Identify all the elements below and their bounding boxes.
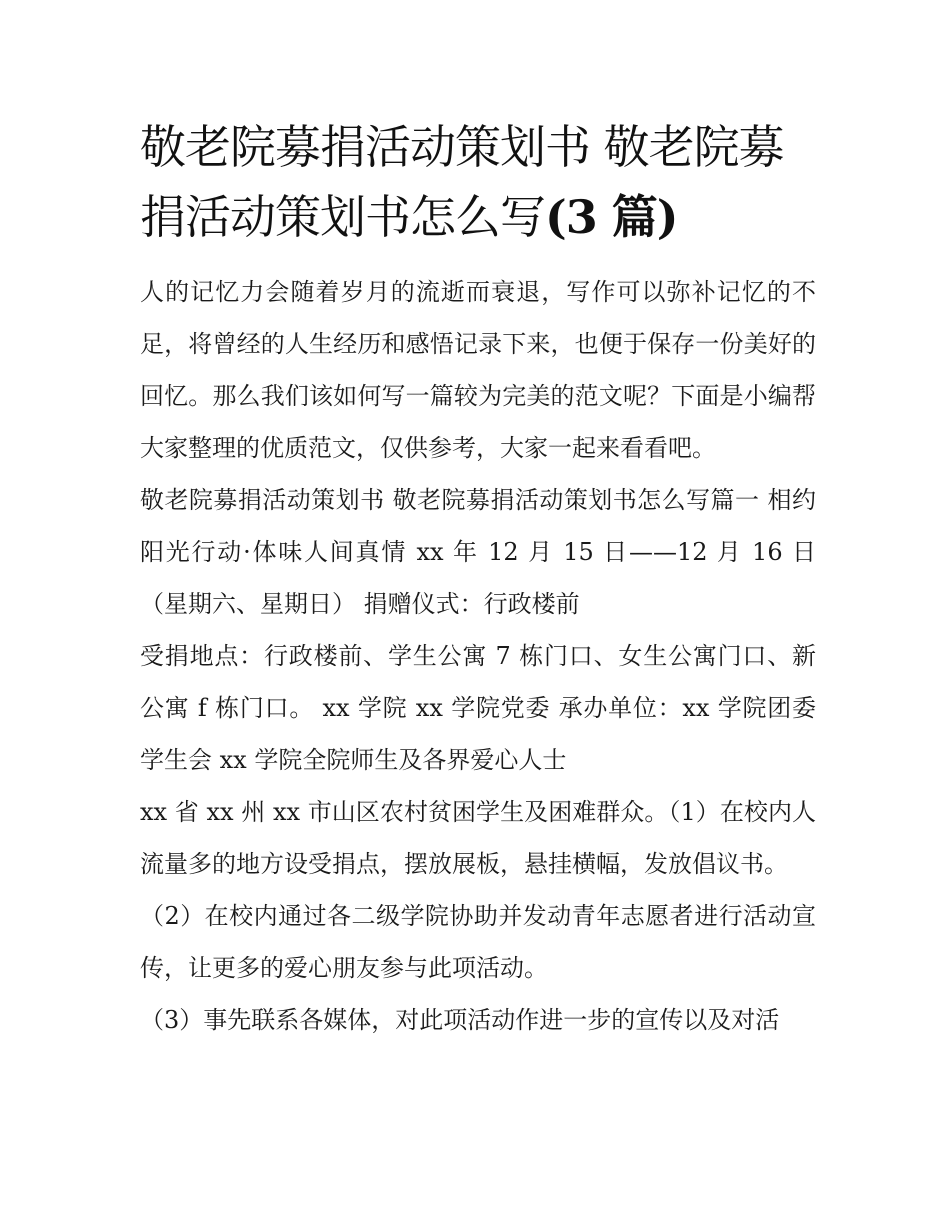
- paragraph-step-2: （2）在校内通过各二级学院协助并发动青年志愿者进行活动宣传，让更多的爱心朋友参与此项活动。: [140, 902, 816, 982]
- title-suffix: (3 篇): [545, 190, 678, 244]
- document-body: [140, 112, 816, 1046]
- paragraph-locations: 受捐地点：行政楼前、学生公寓 7 栋门口、女生公寓门口、新公寓 f 栋门口。 xx 学院 xx 学院党委 承办单位：xx 学院团委学生会 xx 学院全院师生及各界爱心人士: [140, 642, 816, 774]
- document-title: [140, 112, 816, 252]
- paragraph-step-3: （3）事先联系各媒体，对此项活动作进一步的宣传以及对活: [140, 1006, 780, 1034]
- title-main: 敬老院募捐活动策划书 敬老院募捐活动策划书怎么写: [140, 120, 784, 244]
- paragraph-intro: 人的记忆力会随着岁月的流逝而衰退，写作可以弥补记忆的不足，将曾经的人生经历和感悟记录下来，也便于保存一份美好的回忆。那么我们该如何写一篇较为完美的范文呢？下面是小编帮大家整理的优质范文，仅供参考，大家一起来看看吧。: [140, 278, 816, 462]
- paragraph-activity-info: 敬老院募捐活动策划书 敬老院募捐活动策划书怎么写篇一 相约阳光行动·体味人间真情 xx 年 12 月 15 日——12 月 16 日（星期六、星期日） 捐赠仪式：行政楼前: [140, 486, 816, 618]
- paragraph-target-1: xx 省 xx 州 xx 市山区农村贫困学生及困难群众。（1）在校内人流量多的地方设受捐点，摆放展板，悬挂横幅，发放倡议书。: [140, 798, 816, 878]
